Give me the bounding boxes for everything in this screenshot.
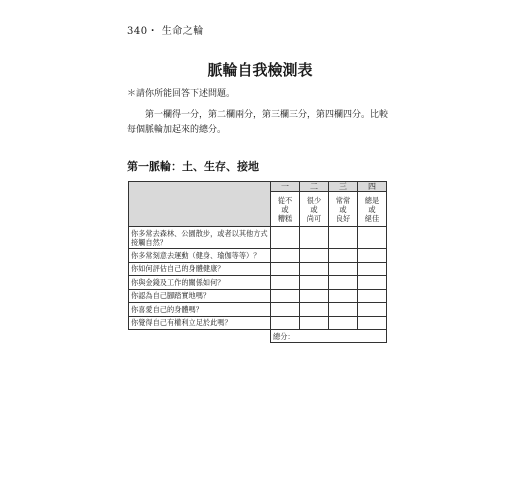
column-label-2 bbox=[300, 192, 329, 227]
table-row bbox=[129, 227, 387, 249]
total-score-label: 總分： bbox=[271, 330, 387, 343]
table-row bbox=[129, 316, 387, 330]
question-text: 你認為自己腳踏實地嗎？ bbox=[129, 289, 271, 303]
score-cell bbox=[329, 303, 358, 317]
score-cell bbox=[329, 289, 358, 303]
total-spacer bbox=[129, 330, 271, 343]
score-cell bbox=[358, 227, 387, 249]
column-label-text: 尚可 bbox=[306, 213, 322, 223]
section-title: 第一脈輪：土、生存、接地 bbox=[127, 160, 259, 173]
table-row bbox=[129, 262, 387, 276]
score-cell bbox=[300, 227, 329, 249]
column-number-3: 三 bbox=[329, 182, 358, 192]
question-text: 你覺得自己有權利立足於此嗎？ bbox=[129, 316, 271, 330]
question-text: 你如何評估自己的身體健康？ bbox=[129, 262, 271, 276]
table-row bbox=[129, 276, 387, 290]
score-cell bbox=[300, 289, 329, 303]
scoring-instructions: 第一欄得一分，第二欄兩分，第三欄三分，第四欄四分。比較每個脈輪加起來的總分。 bbox=[127, 110, 389, 135]
score-cell bbox=[329, 316, 358, 330]
column-label-text: 或 bbox=[310, 204, 318, 214]
score-cell bbox=[271, 316, 300, 330]
score-cell bbox=[300, 316, 329, 330]
column-label-text: 很少 bbox=[306, 195, 322, 205]
score-cell bbox=[358, 303, 387, 317]
score-cell bbox=[300, 249, 329, 263]
column-label-text: 常常 bbox=[335, 195, 351, 205]
column-label-text: 絕佳 bbox=[364, 213, 380, 223]
column-label-text: 糟糕 bbox=[277, 213, 293, 223]
score-cell bbox=[329, 227, 358, 249]
score-cell bbox=[300, 303, 329, 317]
score-cell bbox=[271, 303, 300, 317]
question-text: 你多常去森林、公園散步，或者以其他方式接觸自然？ bbox=[129, 227, 271, 249]
running-head: 340・ 生命之輪 bbox=[127, 26, 204, 37]
column-label-text: 總是 bbox=[364, 195, 380, 205]
question-text: 你與金錢及工作的關係如何？ bbox=[129, 276, 271, 290]
column-label-4 bbox=[358, 192, 387, 227]
column-label-text: 或 bbox=[368, 204, 376, 214]
score-cell bbox=[300, 262, 329, 276]
score-cell bbox=[358, 276, 387, 290]
page-title: 脈輪自我檢測表 bbox=[207, 61, 313, 79]
question-text: 你喜愛自己的身體嗎？ bbox=[129, 303, 271, 317]
score-cell bbox=[358, 249, 387, 263]
self-test-table bbox=[128, 181, 387, 343]
score-cell bbox=[329, 262, 358, 276]
score-cell bbox=[271, 289, 300, 303]
score-cell bbox=[329, 249, 358, 263]
score-cell bbox=[358, 316, 387, 330]
table-row bbox=[129, 289, 387, 303]
table-corner bbox=[129, 182, 271, 227]
table-row bbox=[129, 249, 387, 263]
score-cell bbox=[358, 289, 387, 303]
column-label-text: 良好 bbox=[335, 213, 351, 223]
score-cell bbox=[329, 276, 358, 290]
column-label-1 bbox=[271, 192, 300, 227]
column-label-text: 或 bbox=[339, 204, 347, 214]
column-number-2: 二 bbox=[300, 182, 329, 192]
instruction-note: ＊請你所能回答下述問題。 bbox=[127, 89, 236, 99]
total-row bbox=[129, 330, 387, 343]
column-label-text: 或 bbox=[281, 204, 289, 214]
score-cell bbox=[271, 227, 300, 249]
question-text: 你多常刻意去運動（健身、瑜伽等等）？ bbox=[129, 249, 271, 263]
column-number-4: 四 bbox=[358, 182, 387, 192]
score-cell bbox=[271, 276, 300, 290]
column-label-3 bbox=[329, 192, 358, 227]
column-number-1: 一 bbox=[271, 182, 300, 192]
table-row bbox=[129, 303, 387, 317]
column-label-text: 從不 bbox=[277, 195, 293, 205]
score-cell bbox=[300, 276, 329, 290]
score-cell bbox=[271, 262, 300, 276]
score-cell bbox=[271, 249, 300, 263]
score-cell bbox=[358, 262, 387, 276]
